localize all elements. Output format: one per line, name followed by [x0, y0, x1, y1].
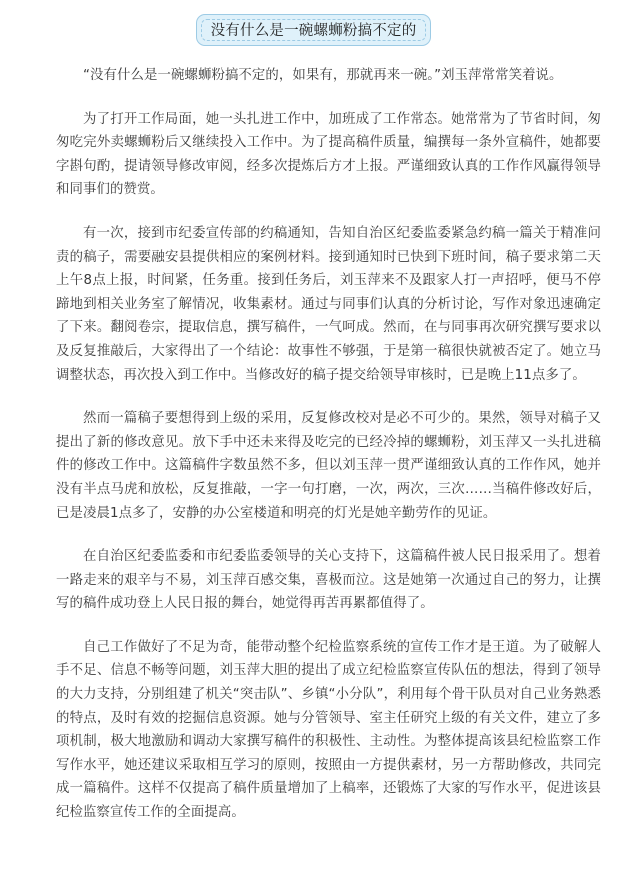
paragraph: 为了打开工作局面，她一头扎进工作中，加班成了工作常态。她常常为了节省时间，匆匆吃完外卖螺蛳粉后又继续投入工作中。为了提高稿件质量，编撰每一条外宣稿件，她都要字斟句酌，提请领导修改审阅，经多次提炼后方才上报。严谨细致认真的工作作风赢得领导和同事们的赞赏。	[56, 111, 601, 198]
article-title: 没有什么是一碗螺蛳粉搞不定的	[210, 23, 417, 39]
paragraph: 有一次，接到市纪委宣传部的约稿通知，告知自治区纪委监委紧急约稿一篇关于精准问责的稿子，需要融安县提供相应的案例材料。接到通知时已快到下班时间，稿子要求第二天上午8点上报，时间紧，任务重。接到任务后，刘玉萍来不及跟家人打一声招呼，便马不停蹄地到相关业务室了解情况，收集素材。通过与同事们认真的分析讨论，写作对象迅速确定了下来。翻阅卷宗，提取信息，撰写稿件，一气呵成。然而，在与同事再次研究撰写要求以及反复推敲后，大家得出了一个结论：故事性不够强，于是第一稿很快就被否定了。她立马调整状态，再次投入到工作中。当修改好的稿子提交给领导审核时，已是晚上11点多了。	[56, 225, 601, 383]
paragraph: 在自治区纪委监委和市纪委监委领导的关心支持下，这篇稿件被人民日报采用了。想着一路走来的艰辛与不易，刘玉萍百感交集，喜极而泣。这是她第一次通过自己的努力，让撰写的稿件成功登上人民日报的舞台，她觉得再苦再累都值得了。	[56, 549, 601, 612]
paragraph: 自己工作做好了不足为奇，能带动整个纪检监察系统的宣传工作才是王道。为了破解人手不足、信息不畅等问题，刘玉萍大胆的提出了成立纪检监察宣传队伍的想法，得到了领导的大力支持，分别组建了机关“突击队”、乡镇“小分队”，利用每个骨干队员对自己业务熟悉的特点，及时有效的挖掘信息资源。她与分管领导、室主任研究上级的有关文件，建立了多项机制，极大地激励和调动大家撰写稿件的积极性、主动性。为整体提高该县纪检监察工作写作水平，她还建议采取相互学习的原则，按照由一方提供素材，另一方帮助修改，共同完成一篇稿件。这样不仅提高了稿件质量增加了上稿率，还锻炼了大家的写作水平，促进该县纪检监察宣传工作的全面提高。	[56, 639, 601, 821]
paragraph: “没有什么是一碗螺蛳粉搞不定的，如果有，那就再来一碗。”刘玉萍常常笑着说。	[83, 68, 563, 83]
paragraph: 然而一篇稿子要想得到上级的采用，反复修改校对是必不可少的。果然，领导对稿子又提出了新的修改意见。放下手中还未来得及吃完的已经冷掉的螺蛳粉，刘玉萍又一头扎进稿件的修改工作中。这篇稿件字数虽然不多，但以刘玉萍一贯严谨细致认真的工作作风，她并没有半点马虎和放松，反复推敲，一字一句打磨，一次，两次，三次……当稿件修改好后，已是凌晨1点多了，安静的办公室楼道和明亮的灯光是她辛勤劳作的见证。	[56, 411, 601, 521]
title-box	[196, 14, 432, 46]
title-banner	[26, 14, 601, 46]
